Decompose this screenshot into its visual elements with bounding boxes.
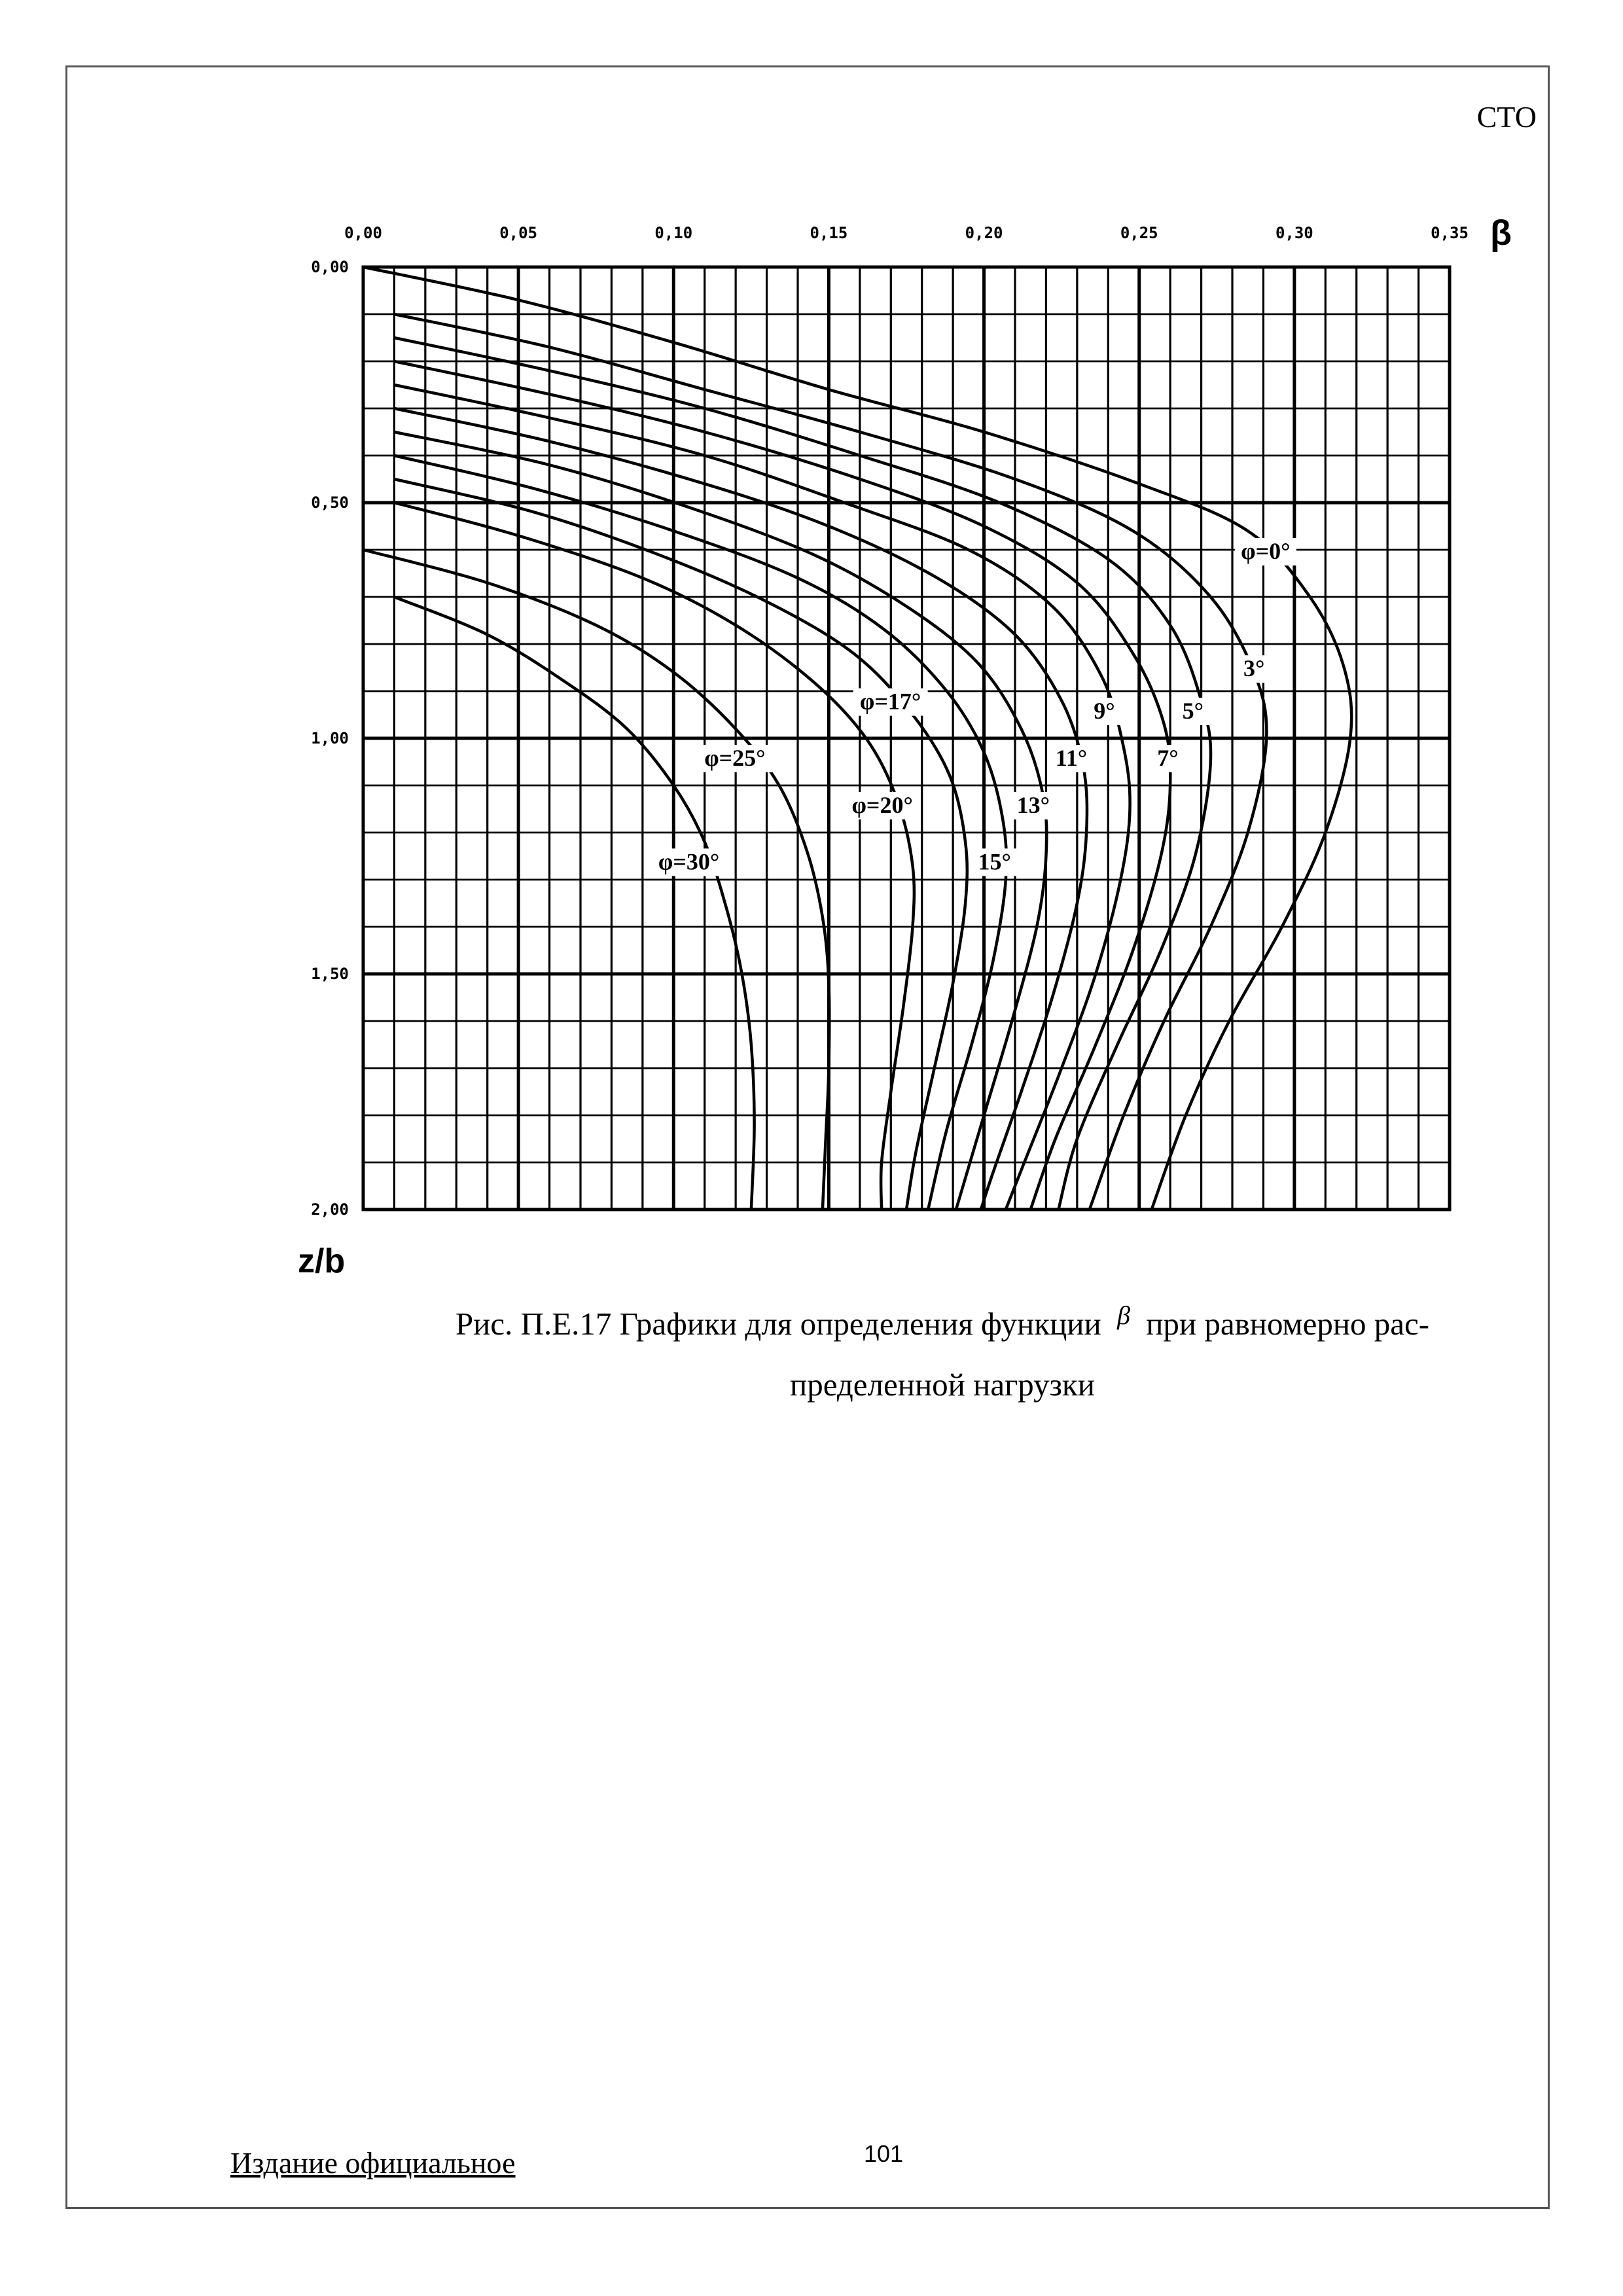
x-tick-label: 0,30 (1275, 224, 1313, 242)
y-tick-label: 1,50 (311, 965, 349, 983)
y-tick-label: 0,50 (311, 493, 349, 512)
page-number: 101 (864, 2140, 904, 2167)
curve-φ=17° (394, 479, 967, 1210)
caption-line-1 (327, 1295, 1558, 1355)
curve-φ=30° (394, 597, 754, 1210)
x-tick-labels (344, 224, 1469, 242)
x-tick-label: 0,15 (810, 224, 848, 242)
x-tick-label: 0,05 (499, 224, 538, 242)
x-tick-label: 0,10 (654, 224, 693, 242)
curve-label: φ=20° (851, 792, 913, 818)
curve-label: φ=17° (859, 688, 921, 715)
curve-label: 9° (1094, 698, 1115, 724)
x-tick-label: 0,35 (1431, 224, 1469, 242)
y-tick-labels (311, 258, 349, 1219)
y-tick-label: 0,00 (311, 258, 349, 276)
x-tick-label: 0,25 (1120, 224, 1158, 242)
curve-label: 3° (1243, 655, 1265, 682)
x-tick-label: 0,00 (344, 224, 382, 242)
curve-φ=5° (394, 338, 1211, 1210)
curve-label: 5° (1182, 698, 1204, 724)
curve-label: 15° (978, 848, 1011, 875)
caption-line-2: пределенной нагрузки (790, 1367, 1095, 1403)
caption-text-2: при равномерно рас- (1146, 1306, 1430, 1342)
y-tick-label: 1,00 (311, 729, 349, 747)
curve-label: φ=25° (704, 745, 766, 771)
edition-note: Издание официальное (230, 2146, 516, 2179)
document-code: СТО (1476, 100, 1537, 134)
beta-chart (262, 196, 1538, 1309)
figure-caption (327, 1295, 1558, 1414)
y-tick-label: 2,00 (311, 1200, 349, 1219)
y-axis-label: z/b (298, 1242, 346, 1280)
caption-text-1: Рис. П.Е.17 Графики для определения функции (455, 1306, 1101, 1342)
curve-label: 13° (1016, 792, 1050, 818)
caption-beta-symbol: β (1117, 1300, 1130, 1330)
beta-chart-svg (262, 196, 1538, 1309)
curve-label: φ=30° (658, 848, 720, 875)
curve-label: 7° (1157, 745, 1179, 771)
curve-labels (652, 538, 1296, 876)
x-axis-label: β (1490, 213, 1512, 253)
curve-label: 11° (1055, 745, 1088, 771)
curve-label: φ=0° (1241, 538, 1291, 564)
x-tick-label: 0,20 (965, 224, 1003, 242)
